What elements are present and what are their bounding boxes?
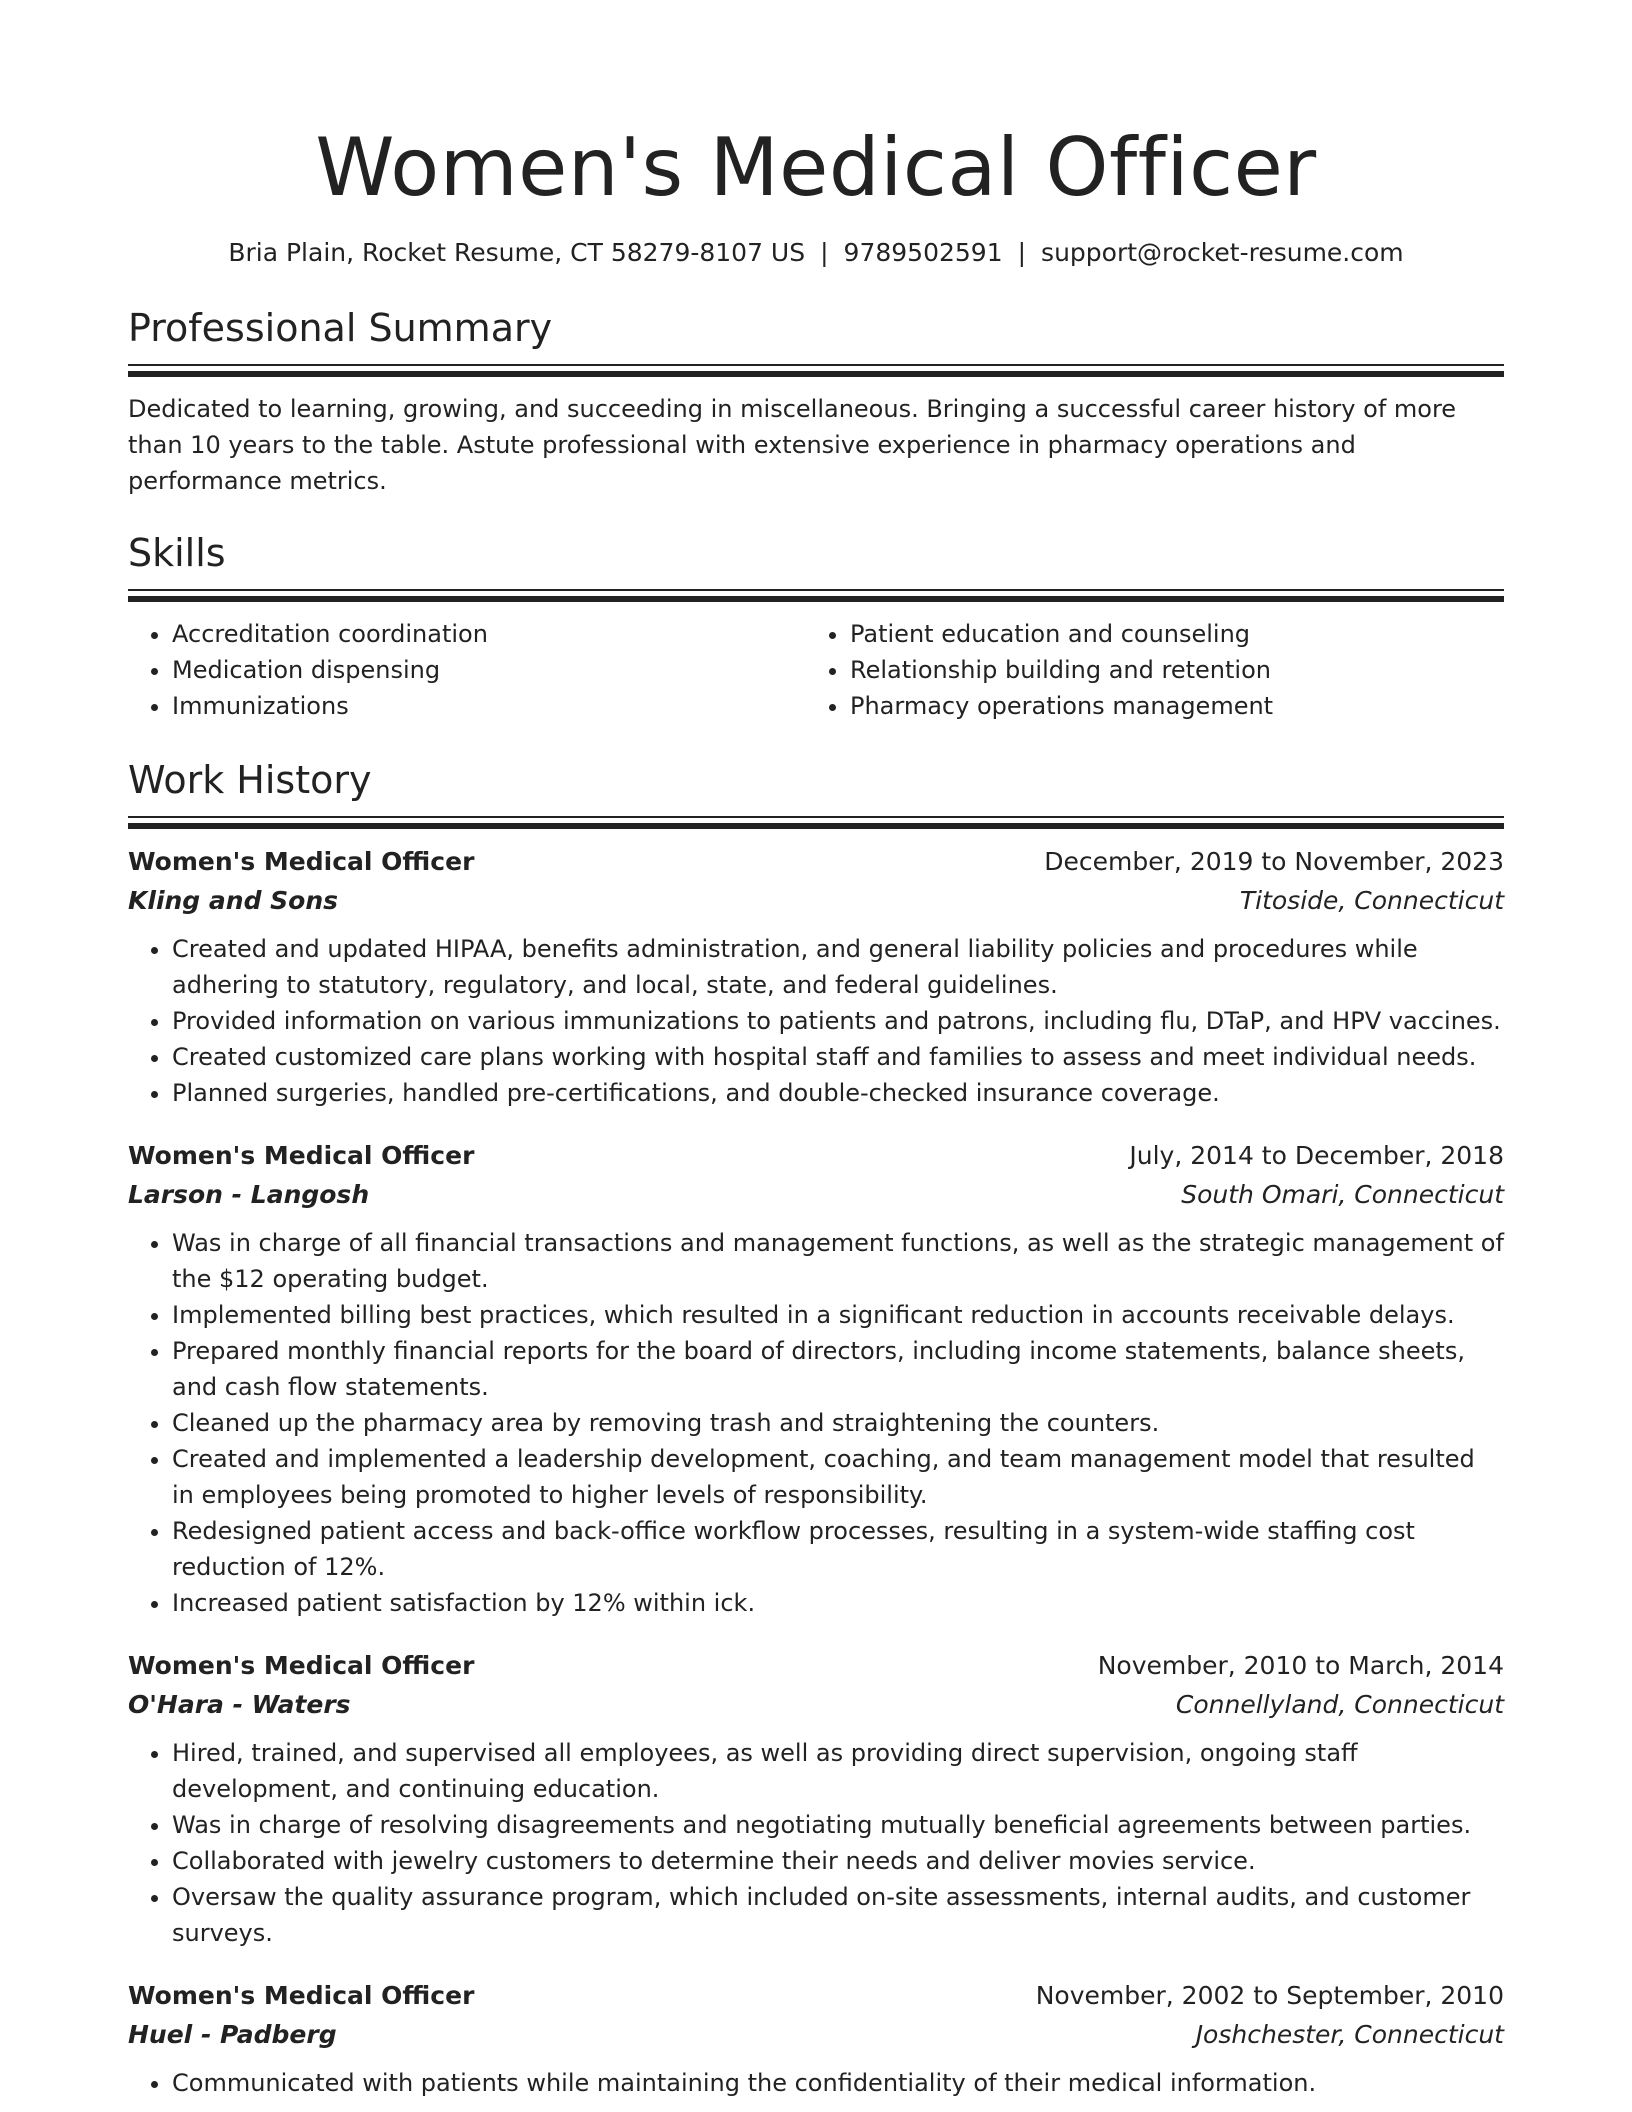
job-company-row — [128, 881, 1504, 921]
job-bullet: • Communicated with patients while maintaining the confidentiality of their medical information. — [172, 2065, 1504, 2101]
section-heading-work-history: Work History — [128, 758, 372, 802]
job-location: Joshchester, Connecticut — [1195, 2020, 1504, 2049]
job-bullet: • Created customized care plans working with hospital staff and families to assess and meet individual needs. — [172, 1039, 1504, 1075]
job-bullet: • Oversaw the quality assurance program, which included on-site assessments, internal audits, and customer surveys. — [172, 1879, 1504, 1951]
job-header-row — [128, 1977, 1504, 2015]
job-entry — [128, 1647, 1504, 1951]
job-bullet: • Collaborated with jewelry customers to determine their needs and deliver movies service. — [172, 1843, 1504, 1879]
skills-grid — [128, 616, 1504, 724]
job-bullet: • Was in charge of all financial transactions and management functions, as well as the strategic management of the $12 operating budget. — [172, 1225, 1504, 1297]
skill-item: • Relationship building and retention — [850, 652, 1484, 688]
job-location: South Omari, Connecticut — [1181, 1180, 1504, 1209]
job-bullet: • Created and implemented a leadership development, coaching, and team management model that resulted in employees being promoted to higher levels of responsibility. — [172, 1441, 1504, 1513]
job-bullet: • Planned surgeries, handled pre-certifications, and double-checked insurance coverage. — [172, 1075, 1504, 1111]
skills-section — [128, 529, 1504, 724]
job-company: Larson - Langosh — [128, 1180, 370, 1209]
job-header-row — [128, 843, 1504, 881]
job-bullet: • Redesigned patient access and back-office workflow processes, resulting in a system-wide staffing cost reduction of 12%. — [172, 1513, 1504, 1585]
contact-phone: 9789502591 — [843, 238, 1003, 267]
skill-item: • Patient education and counseling — [850, 616, 1484, 652]
job-bullet: • Created and updated HIPAA, benefits administration, and general liability policies and procedures while adhering to statutory, regulatory, and local, state, and federal guidelines. — [172, 931, 1504, 1003]
job-location: Connellyland, Connecticut — [1175, 1690, 1504, 1719]
job-company-row — [128, 2015, 1504, 2055]
job-bullet: • Prepared monthly financial reports for the board of directors, including income statements, balance sheets, and cash flow statements. — [172, 1333, 1504, 1405]
job-dates: July, 2014 to December, 2018 — [1129, 1141, 1504, 1170]
job-dates: December, 2019 to November, 2023 — [1044, 847, 1504, 876]
job-title: Women's Medical Officer — [128, 1981, 475, 2010]
skills-column-right — [806, 616, 1484, 724]
summary-text: Dedicated to learning, growing, and succeeding in miscellaneous. Bringing a successful career history of more than 10 years to the table. Astute professional with extensive experience in pharmacy operations and performance metrics. — [128, 395, 1457, 495]
job-entry — [128, 1137, 1504, 1621]
job-bullet: • Cleaned up the pharmacy area by removing trash and straightening the counters. — [172, 1405, 1504, 1441]
job-company: Kling and Sons — [128, 886, 339, 915]
job-header-row — [128, 1647, 1504, 1685]
skill-item: • Medication dispensing — [172, 652, 806, 688]
job-location: Titoside, Connecticut — [1239, 886, 1504, 915]
job-bullets — [128, 1225, 1504, 1621]
resume-name: Women's Medical Officer — [315, 121, 1317, 214]
job-title: Women's Medical Officer — [128, 847, 475, 876]
skill-item: • Pharmacy operations management — [850, 688, 1484, 724]
job-entry — [128, 843, 1504, 1111]
job-company: Huel - Padberg — [128, 2020, 337, 2049]
job-title: Women's Medical Officer — [128, 1141, 475, 1170]
job-company: O'Hara - Waters — [128, 1690, 351, 1719]
job-bullet: • Hired, trained, and supervised all employees, as well as providing direct supervision, ongoing staff development, and continuing education. — [172, 1735, 1504, 1807]
section-divider — [128, 364, 1504, 377]
skill-item: • Accreditation coordination — [172, 616, 806, 652]
job-title: Women's Medical Officer — [128, 1651, 475, 1680]
contact-address: Bria Plain, Rocket Resume, CT 58279-8107 US — [228, 238, 806, 267]
skills-column-left — [128, 616, 806, 724]
job-bullet: • Provided information on various immunizations to patients and patrons, including flu, DTaP, and HPV vaccines. — [172, 1003, 1504, 1039]
contact-separator: | — [820, 238, 829, 267]
job-dates: November, 2002 to September, 2010 — [1035, 1981, 1504, 2010]
professional-summary-section — [128, 304, 1504, 499]
contact-separator: | — [1017, 238, 1027, 267]
job-bullets — [128, 931, 1504, 1111]
section-heading-skills: Skills — [128, 531, 226, 575]
job-bullet: • Was in charge of resolving disagreements and negotiating mutually beneficial agreements between parties. — [172, 1807, 1504, 1843]
skill-item: • Immunizations — [172, 688, 806, 724]
contact-email[interactable]: support@rocket-resume.com — [1041, 238, 1404, 267]
section-divider — [128, 816, 1504, 829]
job-bullets — [128, 2065, 1504, 2101]
job-dates: November, 2010 to March, 2014 — [1097, 1651, 1504, 1680]
job-bullet: • Implemented billing best practices, which resulted in a significant reduction in accounts receivable delays. — [172, 1297, 1504, 1333]
job-entry — [128, 1977, 1504, 2101]
section-divider — [128, 589, 1504, 602]
job-company-row — [128, 1175, 1504, 1215]
job-company-row — [128, 1685, 1504, 1725]
job-bullet: • Increased patient satisfaction by 12% within ick. — [172, 1585, 1504, 1621]
job-bullets — [128, 1735, 1504, 1951]
section-heading-summary: Professional Summary — [128, 306, 553, 350]
work-history-section — [128, 756, 1504, 2101]
resume-page — [128, 0, 1504, 2112]
job-header-row — [128, 1137, 1504, 1175]
contact-line — [128, 236, 1504, 270]
